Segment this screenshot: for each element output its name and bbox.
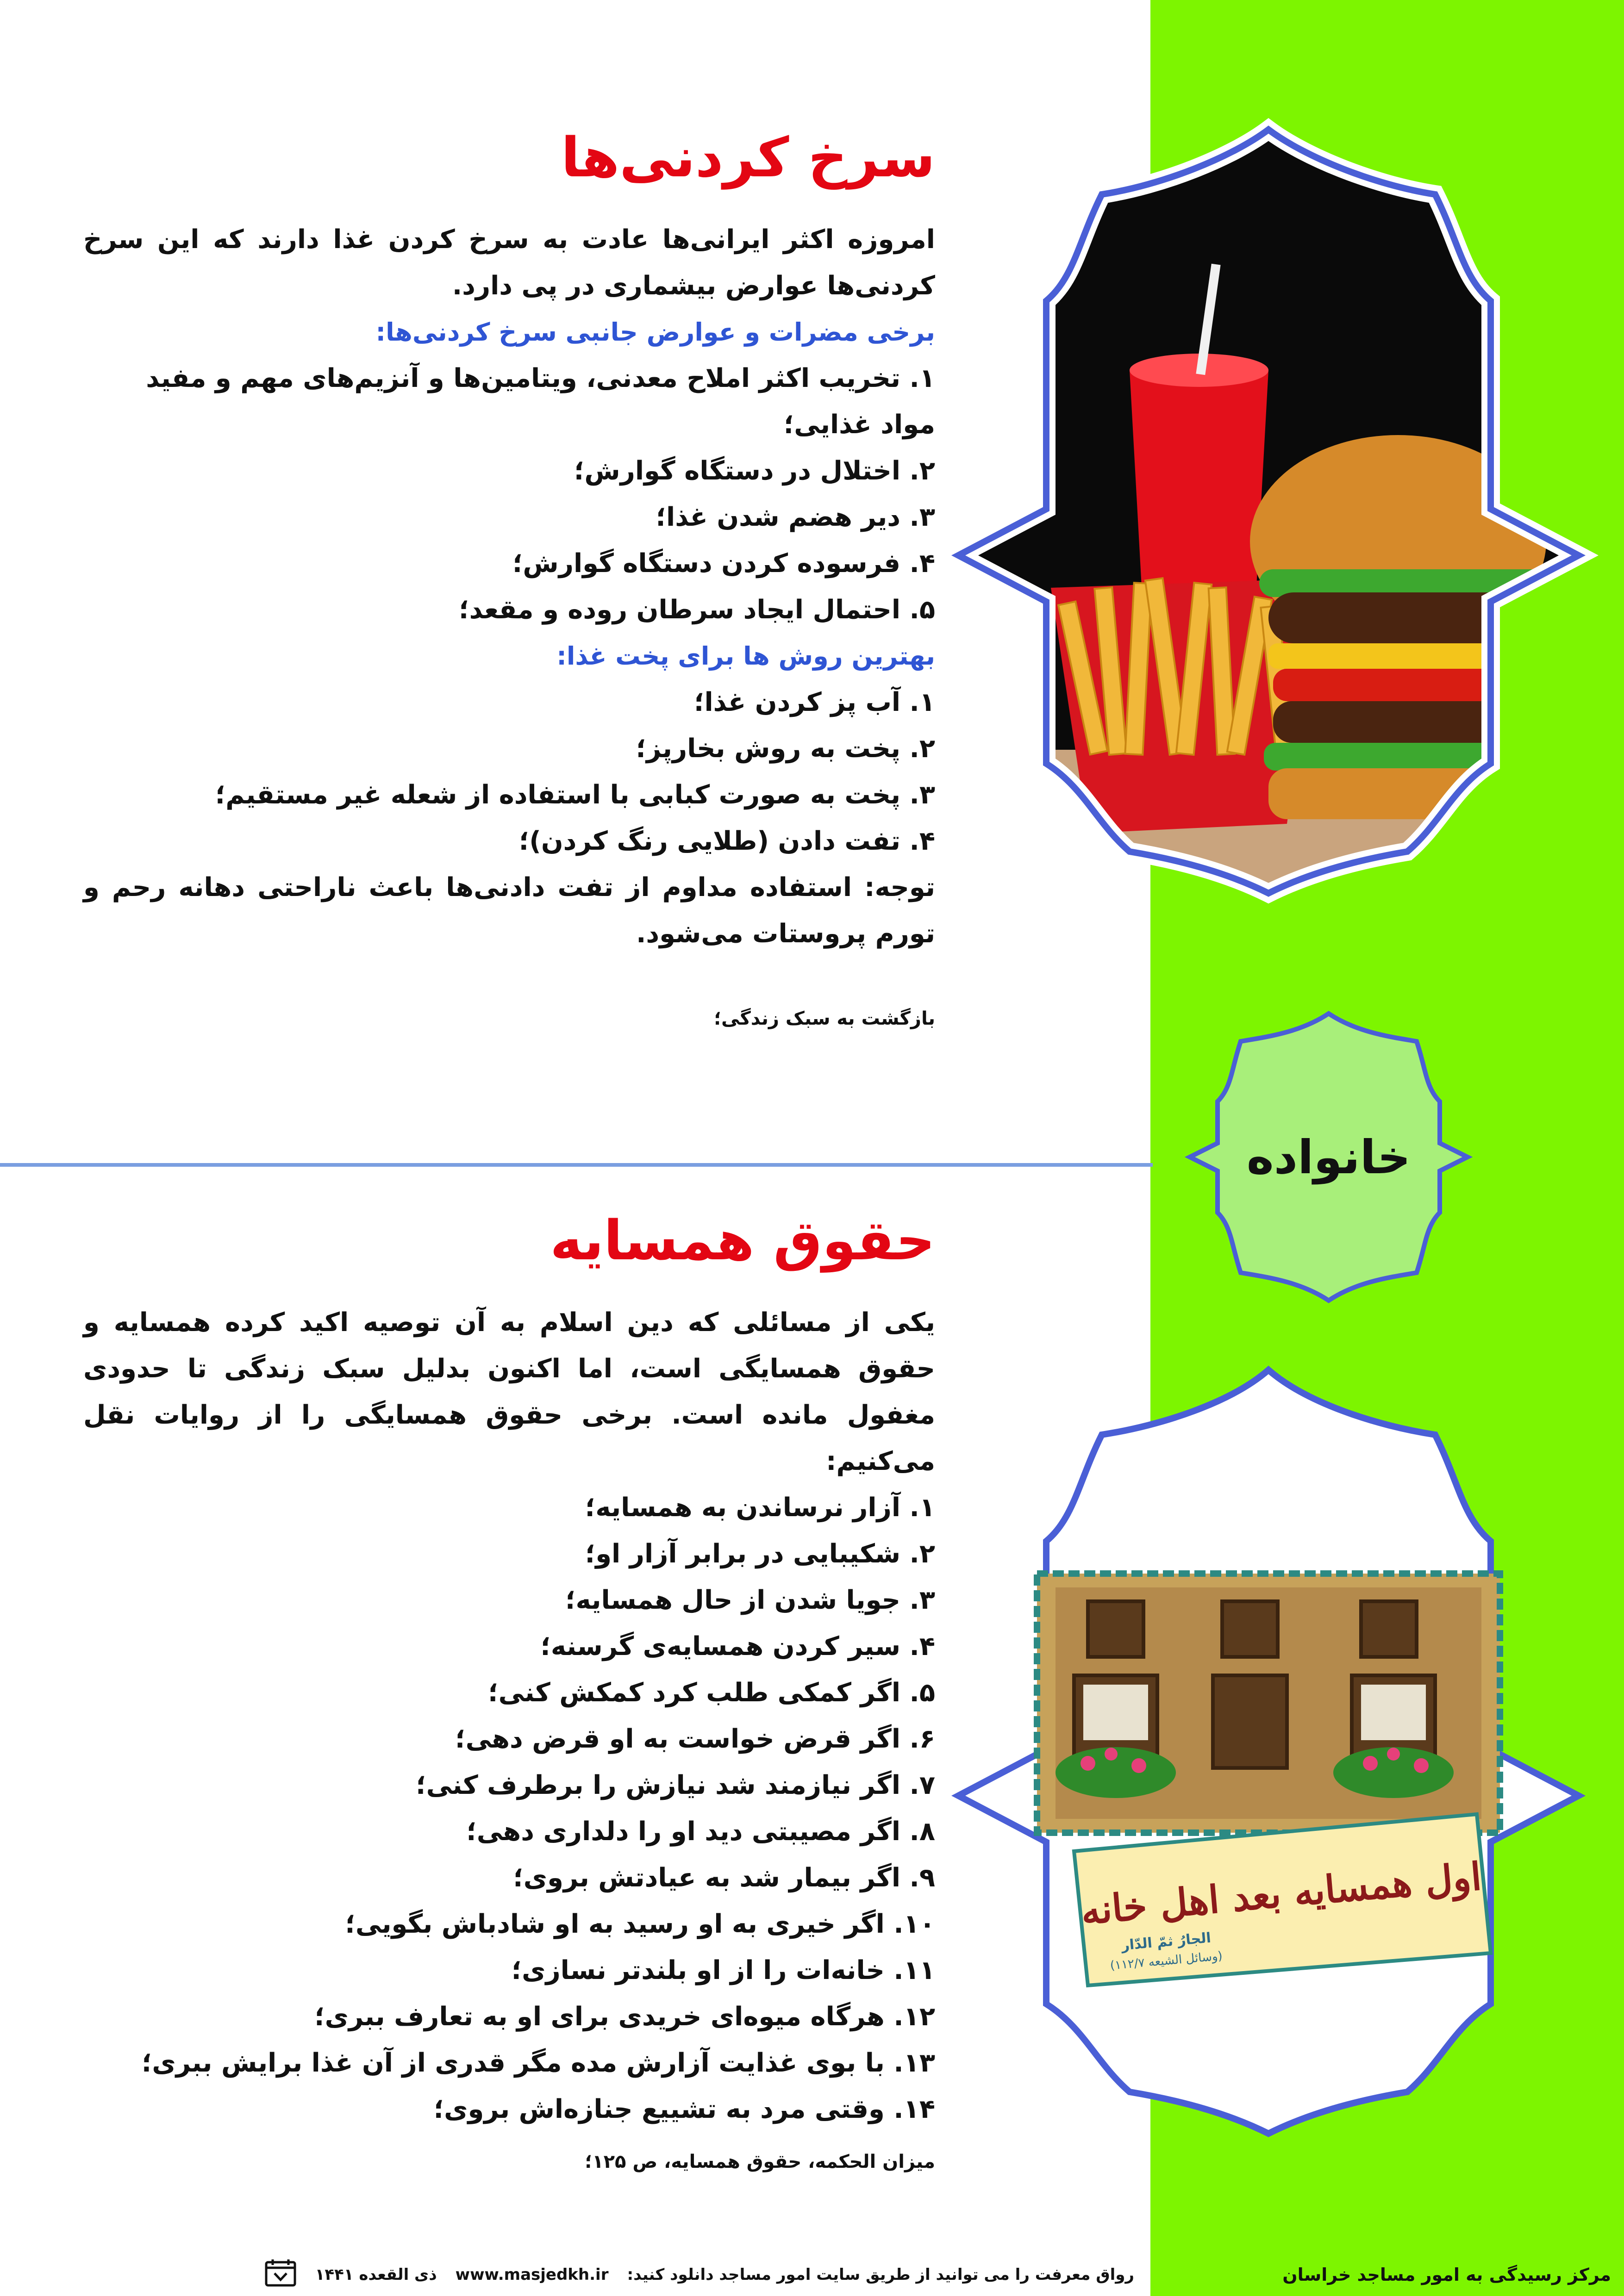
website-link[interactable]: www.masjedkh.ir (455, 2265, 609, 2284)
food-image-frame (935, 102, 1602, 916)
footer-download-info (139, 2259, 1134, 2291)
section-title: سرخ کردنی‌ها (561, 125, 935, 189)
list-item: ۳. دیر هضم شدن غذا؛ (656, 502, 935, 532)
neighbor-rights-section (83, 1208, 935, 2172)
fried-food-section (83, 125, 935, 1029)
poster-hadith: الجارُ ثمّ الدّار (1121, 1929, 1212, 1954)
list-item: ۵. اگر کمکی طلب کرد کمکش کنی؛ (488, 1677, 935, 1708)
list-item: ۲. پخت به روش بخارپز؛ (636, 733, 935, 764)
intro-paragraph: یکی از مسائلی که دین اسلام به آن توصیه اکید کرده همسایه و حقوق همسایگی است، اما اکنون بدلیل سبک زندگی تا حدودی مغفول مانده است. برخی حقوق همسایگی را از روایات نقل می‌کنیم: (83, 1307, 935, 1476)
list-item: ۴. سیر کردن همسایه‌ی گرسنه؛ (540, 1631, 935, 1661)
section-title: حقوق همسایه (550, 1208, 935, 1272)
calendar-icon (264, 2259, 297, 2291)
list-item: ۳. پخت به صورت کبابی با استفاده از شعله غیر مستقیم؛ (215, 779, 935, 810)
note-paragraph: توجه: استفاده مداوم از تفت دادنی‌ها باعث ناراحتی دهانه رحم و تورم پروستات می‌شود. (83, 872, 935, 949)
rights-list (83, 1485, 935, 2133)
list-item: ۱۱. خانه‌ات را از او بلندتر نسازی؛ (511, 1955, 935, 1985)
list-item: ۲. اختلال در دستگاه گوارش؛ (574, 455, 935, 486)
source-text: بازگشت به سبک زندگی؛ (714, 1008, 935, 1029)
list-item: ۱. تخریب اکثر املاح معدنی، ویتامین‌ها و آنزیم‌های مهم و مفید مواد غذایی؛ (146, 363, 935, 440)
download-text: رواق معرفت را می توانید از طریق سایت امور مساجد دانلود کنید: (627, 2265, 1134, 2284)
harms-list (83, 355, 935, 633)
list-item: ۴. فرسوده کردن دستگاه گوارش؛ (512, 548, 935, 579)
list-item: ۲. شکیبایی در برابر آزار او؛ (585, 1538, 935, 1569)
list-item: ۱۰. اگر خیری به او رسید به او شادباش بگویی؛ (345, 1909, 935, 1939)
poster-calligraphy: اول همسایه بعد اهل خانه (1079, 1854, 1483, 1934)
list-item: ۵. احتمال ایجاد سرطان روده و مقعد؛ (459, 594, 935, 625)
list-item: ۹. اگر بیمار شد به عیادتش بروی؛ (513, 1862, 935, 1893)
list-item: ۱۴. وقتی مرد به تشییع جنازه‌اش بروی؛ (433, 2094, 935, 2124)
list-item: ۱. آب پز کردن غذا؛ (694, 687, 935, 717)
list-item: ۱. آزار نرساندن به همسایه؛ (585, 1492, 935, 1523)
category-label: خانواده (1246, 1130, 1411, 1184)
intro-paragraph: امروزه اکثر ایرانی‌ها عادت به سرخ کردن غذا دارند که این سرخ کردنی‌ها عوارض بیشماری در پی دارد. (83, 224, 935, 301)
date-text: ذی القعده ۱۴۴۱ (315, 2265, 437, 2284)
list-item: ۳. جویا شدن از حال همسایه؛ (565, 1585, 935, 1615)
source-text: میزان الحکمه، حقوق همسایه، ص ۱۲۵؛ (585, 2151, 935, 2172)
list-item: ۸. اگر مصیبتی دید او را دلداری دهی؛ (466, 1816, 935, 1847)
list-item: ۴. تفت دادن (طلایی رنگ کردن)؛ (518, 826, 935, 856)
list-item: ۷. اگر نیازمند شد نیازش را برطرف کنی؛ (416, 1770, 935, 1800)
methods-heading: بهترین روش ها برای پخت غذا: (556, 641, 935, 671)
list-item: ۱۳. با بوی غذایت آزارش مده مگر قدری از آن غذا برایش ببری؛ (142, 2047, 935, 2078)
list-item: ۱۲. هرگاه میوه‌ای خریدی برای او به تعارف ببری؛ (314, 2001, 935, 2032)
poster-citation: (وسائل الشیعه ۱۱۲/۷) (1109, 1949, 1223, 1973)
category-badge (1181, 1004, 1477, 1310)
poster-image-frame (935, 1351, 1602, 2166)
footer-organization: مرکز رسیدگی به امور مساجد خراسان (1282, 2265, 1611, 2285)
section-divider (0, 1163, 1153, 1167)
list-item: ۶. اگر قرض خواست به او قرض دهی؛ (455, 1724, 935, 1754)
harms-heading: برخی مضرات و عوارض جانبی سرخ کردنی‌ها: (375, 317, 935, 347)
methods-list (83, 679, 935, 865)
